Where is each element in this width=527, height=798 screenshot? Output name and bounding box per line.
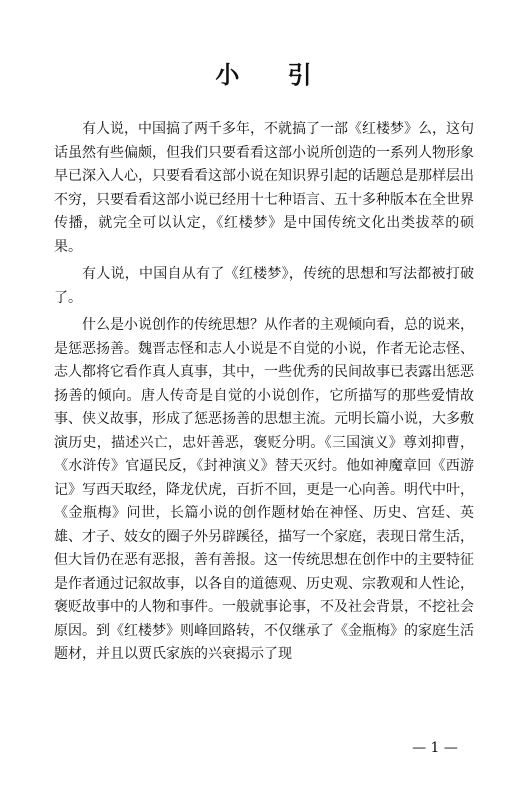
paragraph-2: 有人说，中国自从有了《红楼梦》，传统的思想和写法都被打破了。: [54, 266, 474, 306]
paragraph-3: 什么是小说创作的传统思想？从作者的主观倾向看，总的说来，是惩恶扬善。魏晋志怪和志人小说是不自觉的小说，作者无论志怪、志人都将它看作真人真事，其中，一些优秀的民间故事已表露出惩恶扬善的倾向。唐人传奇是自觉的小说创作，它所描写的那些爱情故事、侠义故事，形成了惩恶扬善的思想主流。元明长篇小说，大多敷演历史，描述兴亡，忠奸善恶，褒贬分明。《三国演义》尊刘抑曹，《水浒传》官逼民反，《封神演义》替天灭纣。他如神魔章回《西游记》写西天取经，降龙伏虎，百折不回，更是一心向善。明代中叶，《金瓶梅》问世，长篇小说的创作题材始在神怪、历史、宫廷、英雄、才子、妓女的圈子外另辟蹊径，描写一个家庭，表现日常生活，但大旨仍在恶有恶报，善有善报。这一传统思想在创作中的主要特征是作者通过记叙故事，以各自的道德观、历史观、宗教观和人性论，褒贬故事中的人物和事件。一般就事论事，不及社会背景，不挖社会原因。到《红楼梦》则峰回路转，不仅继承了《金瓶梅》的家庭生活题材，并且以贾氏家族的兴衰揭示了现: [54, 317, 474, 662]
page-title: 小 引: [215, 60, 332, 89]
paragraph-1: 有人说，中国搞了两千多年，不就搞了一部《红楼梦》么，这句话虽然有些偏颇，但我们只要看看这部小说所创造的一系列人物形象早已深入人心，只要看看这部小说在知识界引起的话题总是那样层出不穷，只要看看这部小说已经用十七种语言、五十多种版本在全世界传播，就完全可以认定，《红楼梦》是中国传统文化出类拔萃的硕果。: [54, 121, 474, 255]
body-text: [54, 118, 474, 671]
page-number: — 1 —: [412, 740, 458, 756]
